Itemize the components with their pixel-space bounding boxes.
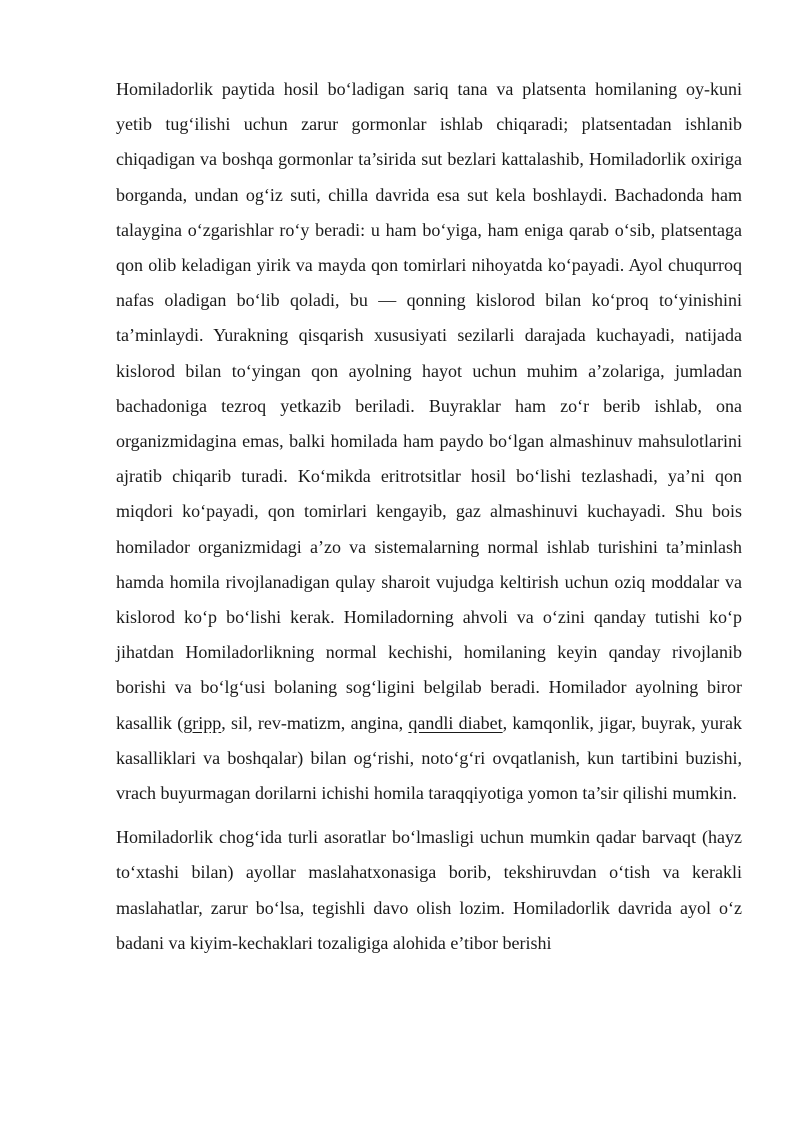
paragraph-text: , sil, rev-matizm, angina, xyxy=(221,712,409,733)
gripp-link[interactable]: gripp xyxy=(183,712,222,733)
paragraph-text: , kamqonlik, jigar, buyrak, yurak kasalliklari va boshqalar) bilan og‘rishi, noto‘g‘ri ovqatlanish, kun tartibini buzishi, vrach buyurmagan dorilarni ichishi homila taraqqiyotiga yomon ta’sir qilishi mumkin. xyxy=(116,712,742,804)
document-page xyxy=(116,72,742,961)
paragraph-text: Homiladorlik paytida hosil bo‘ladigan sariq tana va platsenta homilaning oy-kuni yetib tug‘ilishi uchun zarur gormonlar ishlab chiqaradi; platsentadan ishlanib chiqadigan va boshqa gormonlar ta’sirida sut bezlari kattalashib, Homiladorlik oxiriga borganda, undan og‘iz suti, chilla davrida esa sut kela boshlaydi. Bachadonda ham talaygina o‘zgarishlar ro‘y beradi: u ham bo‘yiga, ham eniga qarab o‘sib, platsentaga qon olib keladigan yirik va mayda qon tomirlari nihoyatda ko‘payadi. Ayol chuqurroq nafas oladigan bo‘lib qoladi, bu — qonning kislorod bilan ko‘proq to‘yinishini ta’minlaydi. Yurakning qisqarish xususiyati sezilarli darajada kuchayadi, natijada kislorod bilan to‘yingan qon ayolning hayot uchun muhim a’zolariga, jumladan bachadoniga tezroq yetkazib beriladi. Buyraklar ham zo‘r berib ishlab, ona organizmidagina emas, balki homilada ham paydo bo‘lgan almashinuv mahsulotlarini ajratib chiqarib turadi. Ko‘mikda eritrotsitlar hosil bo‘lishi tezlashadi, ya’ni qon miqdori ko‘payadi, qon tomirlari kengayib, gaz almashinuvi kuchayadi. Shu bois homilador organizmidagi a’zo va sistemalarning normal ishlab turishini ta’minlash hamda homila rivojlanadigan qulay sharoit vujudga keltirish uchun oziq moddalar va kislorod ko‘p bo‘lishi kerak. Homiladorning ahvoli va o‘zini qanday tutishi ko‘p jihatdan Homiladorlikning normal kechishi, homilaning keyin qanday rivojlanib borishi va bo‘lg‘usi bolaning sog‘ligini belgilab beradi. Homilador ayolning biror kasallik ( xyxy=(116,79,742,733)
qandli-diabet-link[interactable]: qandli diabet xyxy=(408,712,503,733)
paragraph-pregnancy-changes xyxy=(116,72,742,811)
paragraph-early-consultation: Homiladorlik chog‘ida turli asoratlar bo‘lmasligi uchun mumkin qadar barvaqt (hayz to‘xtashi bilan) ayollar maslahatxonasiga borib, tekshiruvdan o‘tish va kerakli maslahatlar, zarur bo‘lsa, tegishli davo olish lozim. Homiladorlik davrida ayol o‘z badani va kiyim-kechaklari tozaligiga alohida e’tibor berishi xyxy=(116,827,742,953)
